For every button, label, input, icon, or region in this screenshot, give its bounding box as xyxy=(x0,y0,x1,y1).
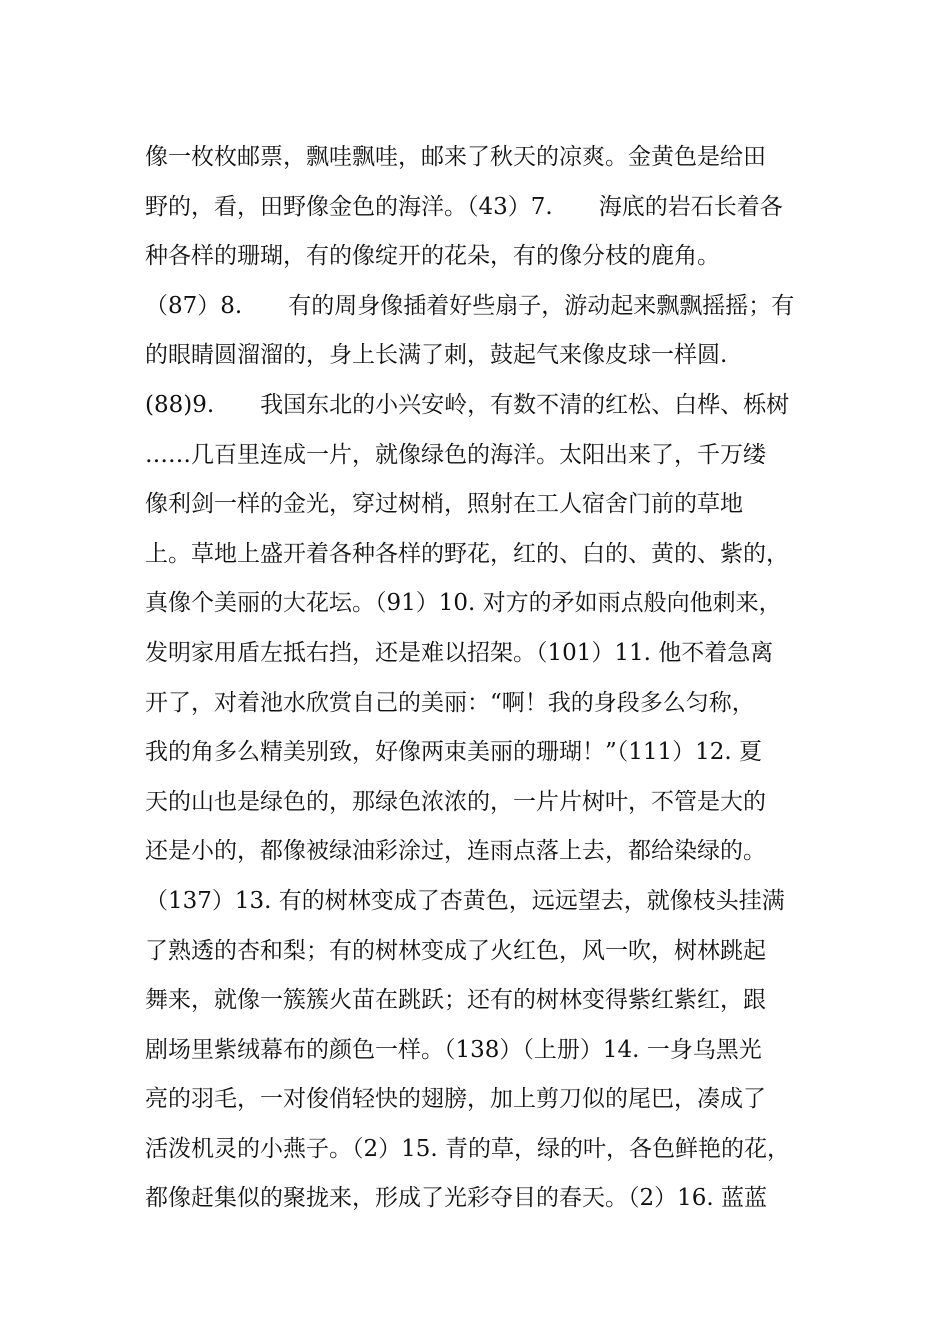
text-line: 活泼机灵的小燕子。（2）15. 青的草，绿的叶，各色鲜艳的花， xyxy=(145,1135,791,1162)
text-line: 剧场里紫绒幕布的颜色一样。（138）（上册）14. 一身乌黑光 xyxy=(145,1036,762,1063)
text-line: 我的角多么精美别致，好像两束美丽的珊瑚！”（111）12. 夏 xyxy=(145,739,763,766)
text-line: 的眼睛圆溜溜的，身上长满了刺，鼓起气来像皮球一样圆. xyxy=(145,342,728,369)
text-line: 真像个美丽的大花坛。（91）10. 对方的矛如雨点般向他刺来， xyxy=(145,590,782,617)
text-line: 还是小的，都像被绿油彩涂过，连雨点落上去，都给染绿的。 xyxy=(145,838,766,865)
text-line: 种各样的珊瑚，有的像绽开的花朵，有的像分枝的鹿角。 xyxy=(145,243,720,270)
text-line: 亮的羽毛，一对俊俏轻快的翅膀，加上剪刀似的尾巴，凑成了 xyxy=(145,1086,766,1113)
text-line: 舞来，就像一簇簇火苗在跳跃；还有的树林变得紫红紫红，跟 xyxy=(145,987,766,1014)
text-line: 开了，对着池水欣赏自己的美丽：“啊！我的身段多么匀称， xyxy=(145,689,755,716)
text-line: 像一枚枚邮票，飘哇飘哇，邮来了秋天的凉爽。金黄色是给田 xyxy=(145,144,766,170)
text-line: 都像赶集似的聚拢来，形成了光彩夺目的春天。（2）16. 蓝蓝 xyxy=(145,1185,768,1212)
text-line: 像利剑一样的金光，穿过树梢，照射在工人宿舍门前的草地 xyxy=(145,491,743,518)
text-line: （87）8. 有的周身像插着好些扇子，游动起来飘飘摇摇；有 xyxy=(145,292,795,319)
text-line: 天的山也是绿色的，那绿色浓浓的，一片片树叶，不管是大的 xyxy=(145,788,766,815)
text-line: ……几百里连成一片，就像绿色的海洋。太阳出来了，千万缕 xyxy=(145,441,766,468)
body-text xyxy=(145,133,815,1224)
text-line: 野的，看，田野像金色的海洋。（43）7. 海底的岩石长着各 xyxy=(145,193,783,220)
text-line: 了熟透的杏和梨；有的树林变成了火红色，风一吹，树林跳起 xyxy=(145,937,766,964)
text-line: 上。草地上盛开着各种各样的野花，红的、白的、黄的、紫的， xyxy=(145,540,789,567)
text-line: 发明家用盾左抵右挡，还是难以招架。（101）11. 他不着急离 xyxy=(145,639,774,666)
text-line: （137）13. 有的树林变成了杏黄色，远远望去，就像枝头挂满 xyxy=(145,887,785,914)
text-line: (88)9. 我国东北的小兴安岭，有数不清的红松、白桦、栎树 xyxy=(145,391,790,418)
